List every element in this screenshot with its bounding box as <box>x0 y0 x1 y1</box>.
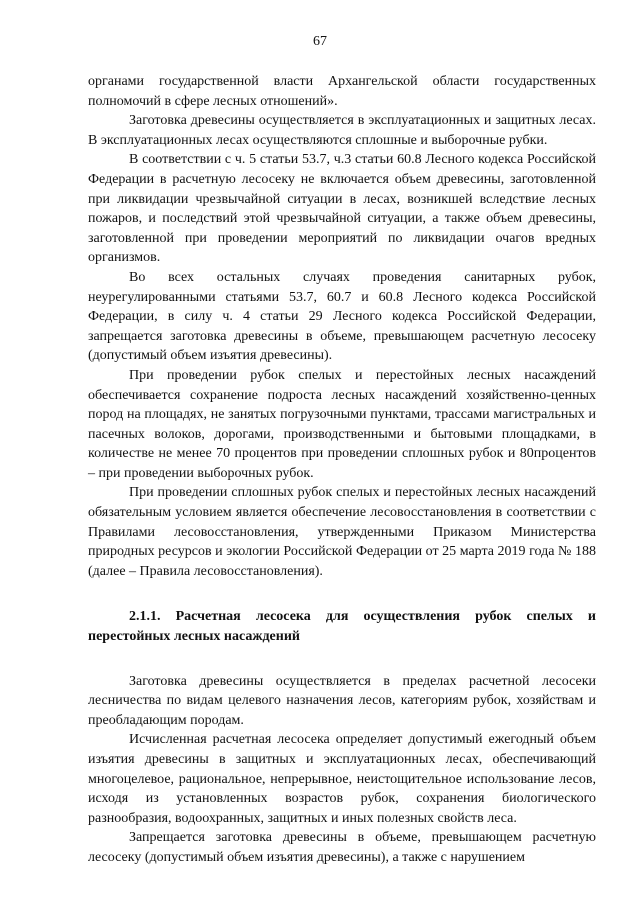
paragraph: В соответствии с ч. 5 статьи 53.7, ч.3 статьи 60.8 Лесного кодекса Российской Федерации в расчетную лесосеку не включается объем древесины, заготовленной при ликвидации чрезвычайной ситуации в лесах, возникшей вследствие лесных пожаров, и последствий этой чрезвычайной ситуации, а также объем древесины, заготовленной при проведении мероприятий по ликвидации очагов вредных организмов. <box>88 152 596 266</box>
document-body <box>88 72 596 868</box>
page-number: 67 <box>313 34 327 49</box>
paragraph: Запрещается заготовка древесины в объеме, превышающем расчетную лесосеку (допустимый объем изъятия древесины), а также с нарушением <box>88 830 596 865</box>
paragraph: Заготовка древесины осуществляется в пределах расчетной лесосеки лесничества по видам целевого назначения лесов, категориям рубок, хозяйствам и преобладающим породам. <box>88 673 596 728</box>
paragraph: Заготовка древесины осуществляется в эксплуатационных и защитных лесах. В эксплуатационных лесах осуществляются сплошные и выборочные рубки. <box>88 113 596 148</box>
paragraph: При проведении сплошных рубок спелых и перестойных лесных насаждений обязательным условием является обеспечение лесовосстановления в соответствии с Правилами лесовосстановления, утвержденными Приказом Министерства природных ресурсов и экологии Российской Федерации от 25 марта 2019 года № 188 (далее – Правила лесовосстановления). <box>88 485 596 579</box>
section-heading: 2.1.1. Расчетная лесосека для осуществления рубок спелых и перестойных лесных насаждений <box>88 609 596 645</box>
paragraph: Исчисленная расчетная лесосека определяет допустимый ежегодный объем изъятия древесины в защитных и эксплуатационных лесах, обеспечивающий многоцелевое, рациональное, непрерывное, неистощительное использование лесов, исходя из установленных возрастов рубок, сохранения биологического разнообразия, водоохранных, защитных и иных полезных свойств леса. <box>88 732 596 826</box>
paragraph: органами государственной власти Архангельской области государственных полномочий в сфере лесных отношений». <box>88 74 596 109</box>
paragraph: При проведении рубок спелых и перестойных лесных насаждений обеспечивается сохранение подроста лесных насаждений хозяйственно-ценных пород на площадях, не занятых погрузочными пунктами, трассами магистральных и пасечных волоков, дорогами, производственными и бытовыми площадками, в количестве не менее 70 процентов при проведении сплошных рубок и 80процентов – при проведении выборочных рубок. <box>88 367 596 481</box>
paragraph: Во всех остальных случаях проведения санитарных рубок, неурегулированными статьями 53.7, 60.7 и 60.8 Лесного кодекса Российской Федерации, в силу ч. 4 статьи 29 Лесного кодекса Российской Федерации, запрещается заготовка древесины в объеме, превышающем расчетную лесосеку (допустимый объем изъятия древесины). <box>88 269 596 364</box>
